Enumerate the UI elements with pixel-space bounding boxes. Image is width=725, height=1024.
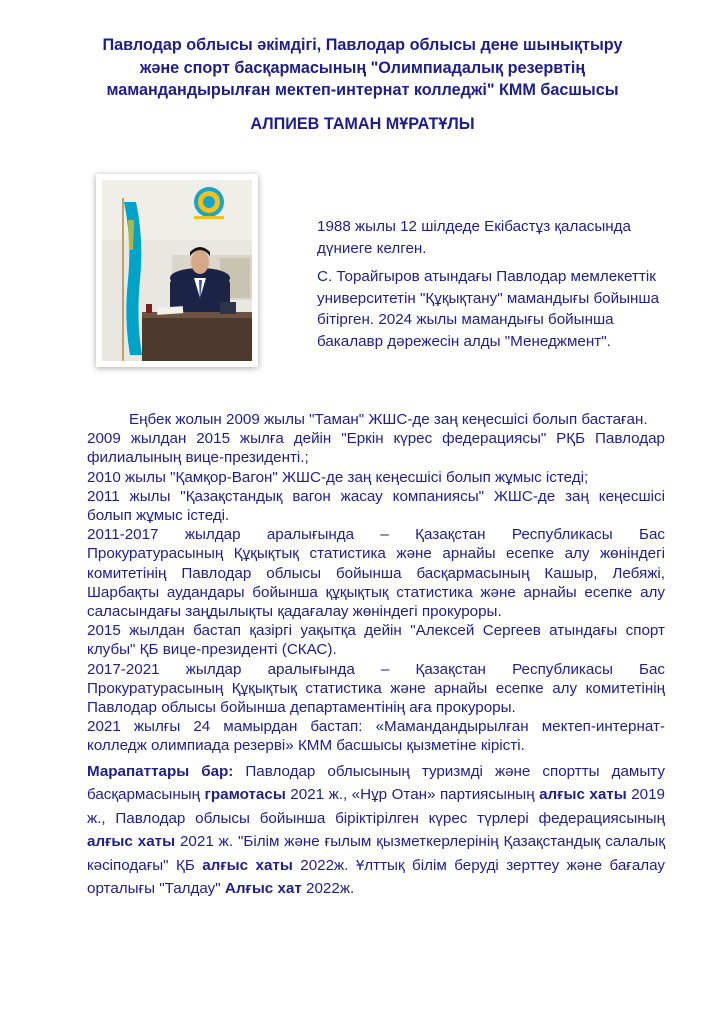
award-highlight: Алғыс хат [224, 880, 302, 898]
career-section [87, 410, 665, 901]
education-info: С. Торайгыров атындағы Павлодар мемлекеттік университетін "Құқықтану" мамандығы бойынша бітірген. 2024 жылы мамандығы бойынша бакалавр дәрежесін алды "Менеджмент". [317, 268, 660, 350]
awards-text: 2021 ж., «Нұр Отан» партиясының [285, 786, 540, 804]
awards-text: 2021 ж. "Білім және ғылым қызметкерлерінің Қазақстандық салалық кәсіподағы" ҚБ [87, 833, 665, 874]
career-item: 2015 жылдан бастап қазіргі уақытқа дейін "Алексей Сергеев атындағы спорт клубы" ҚБ вице-президенті (СКАС). [87, 622, 665, 659]
career-item: Еңбек жолын 2009 жылы "Таман" ЖШС-де заң кеңесшісі болып бастаған. [129, 411, 648, 428]
portrait-photo [102, 180, 252, 361]
header-line-2: және спорт басқармасының "Олимпиадалық резервтің [139, 58, 586, 77]
page-header [60, 34, 665, 102]
award-highlight: грамотасы [204, 786, 286, 804]
header-line-1: Павлодар облысы әкімдігі, Павлодар облысы дене шынықтыру [102, 36, 623, 54]
award-highlight: алғыс хаты [202, 856, 293, 874]
career-item: 2021 жылғы 24 мамырдан бастап: «Мамандандырылған мектеп-интернат-колледж олимпиада резерві» КММ басшысы қызметіне кірісті. [87, 718, 665, 755]
desk [142, 315, 252, 361]
awards-label: Марапаттары бар: [87, 762, 234, 780]
awards-text: 2019 ж., Павлодар облысы бойынша біріктірілген күрес түрлері федерациясының [87, 786, 665, 827]
award-highlight: алғыс хаты [539, 786, 627, 804]
career-item: 2017-2021 жылдар аралығында – Қазақстан Республикасы Бас Прокуратурасының Құқықтық статистика және арнайы есепке алу комитетінің Павлодар облысы бойынша департаментінің аға прокуроры. [87, 660, 665, 717]
career-item: 2011 жылы "Қазақстандық вагон жасау компаниясы" ЖШС-де заң кеңесшісі болып жұмыс істеді. [87, 487, 665, 525]
awards-text: 2022ж. [301, 880, 355, 898]
career-item: 2010 жылы "Қамқор-Вагон" ЖШС-де заң кеңесшісі болып жұмыс істеді; [87, 468, 589, 486]
person-name: АЛПИЕВ ТАМАН МҰРАТҰЛЫ [250, 115, 475, 133]
portrait-photo-frame [96, 174, 258, 367]
career-item: 2009 жылдан 2015 жылға дейін "Еркін күрес федерациясы" РҚБ Павлодар филиалының вице-президенті.; [87, 430, 665, 467]
awards-text: 2022ж. Ұлттық білім беруді зерттеу және бағалау орталығы "Талдау" [87, 856, 666, 898]
header-line-3: мамандандырылған мектеп-интернат колледжі" КММ басшысы [106, 81, 619, 99]
biography-intro [317, 216, 677, 359]
birth-info: 1988 жылы 12 шілдеде Екібастұз қаласында дүниеге келген. [317, 218, 631, 257]
awards-paragraph [87, 760, 665, 901]
career-item: 2011-2017 жылдар аралығында – Қазақстан Республикасы Бас Прокуратурасының Құқықтық статистика және арнайы есепке алу жөніндегі комитетінің Павлодар облысы бойынша басқармасының Кашыр, Лебяжі, Шарбақты аудандары бойынша құқықтық статистика және арнайы есепке алу саласындағы заңдылықты қадағалау жөніндегі прокуроры. [87, 526, 665, 621]
flag-pole [122, 198, 124, 361]
awards-text: Павлодар облысының туризмді және спортты дамыту басқармасының [87, 762, 665, 804]
award-highlight: алғыс хаты [87, 833, 176, 851]
